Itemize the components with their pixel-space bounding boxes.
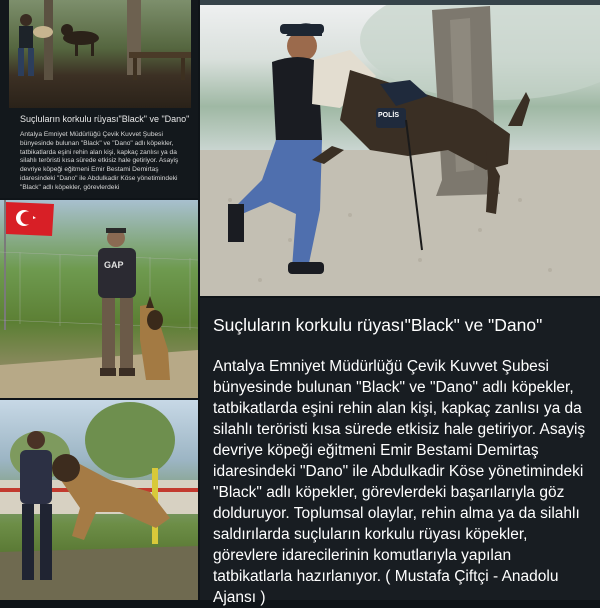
main-photo-illustration bbox=[200, 0, 600, 296]
caption-title: Suçluların korkulu rüyası"Black" ve "Dano" bbox=[213, 315, 543, 335]
caption-panel bbox=[200, 298, 600, 606]
photo-tile-bite-training[interactable] bbox=[0, 400, 198, 600]
small-caption-title: Suçluların korkulu rüyası"Black" ve "Dano" bbox=[20, 114, 190, 124]
trainer-dog-illustration bbox=[0, 200, 198, 398]
bite-training-illustration bbox=[0, 400, 198, 600]
photo-tile-trainer-with-dog[interactable] bbox=[0, 200, 198, 398]
photo-tile-training-caption[interactable] bbox=[0, 0, 198, 198]
training-photo-top-left bbox=[9, 0, 191, 108]
top-accent-bar bbox=[200, 0, 600, 5]
small-caption-body: Antalya Emniyet Müdürlüğü Çevik Kuvvet Şubesi bünyesinde bulunan "Black" ve "Dano" adlı köpekler, tatbikatlarda eşini rehin alan kişi, kapkaç zanlısı ya da silahlı teröristi kısa sürede etkisiz hale getiriyor. Asayiş devriye köpeği eğitmeni Emir Bestami Demirtaş idaresindeki "Dano" ile Abdulkadir Köse yönetimindeki "Black" adlı köpekler, görevlerdeki bbox=[20, 131, 179, 191]
main-photo-handler-and-dog[interactable] bbox=[200, 0, 600, 296]
caption-body: Antalya Emniyet Müdürlüğü Çevik Kuvvet Şubesi bünyesinde bulunan "Black" ve "Dano" adlı köpekler, tatbikatlarda eşini rehin alan kişi, kapkaç zanlısı ya da silahlı teröristi kısa sürede etkisiz hale getiriyor. Asayiş devriye köpeği eğitmeni Emir Bestami Demirtaş idaresindeki "Dano" ile Abdulkadir Köse yönetimindeki "Black" adlı köpekler, görevlerdeki başarılarıyla göz dolduruyor. Toplumsal olaylar, rehin alma ya da silahlı saldırılarda suçluların korkulu rüyası köpekler, görevlere idarecilerinin komutlarıyla yapılan tatbikatlarla hazırlanıyor. ( Mustafa Çiftçi - Anadolu Ajansı ) bbox=[213, 358, 586, 606]
training-scene-illustration bbox=[9, 0, 191, 108]
dog-vest-label: POLİS bbox=[378, 112, 400, 119]
shirt-logo-text: GAP bbox=[104, 260, 124, 270]
